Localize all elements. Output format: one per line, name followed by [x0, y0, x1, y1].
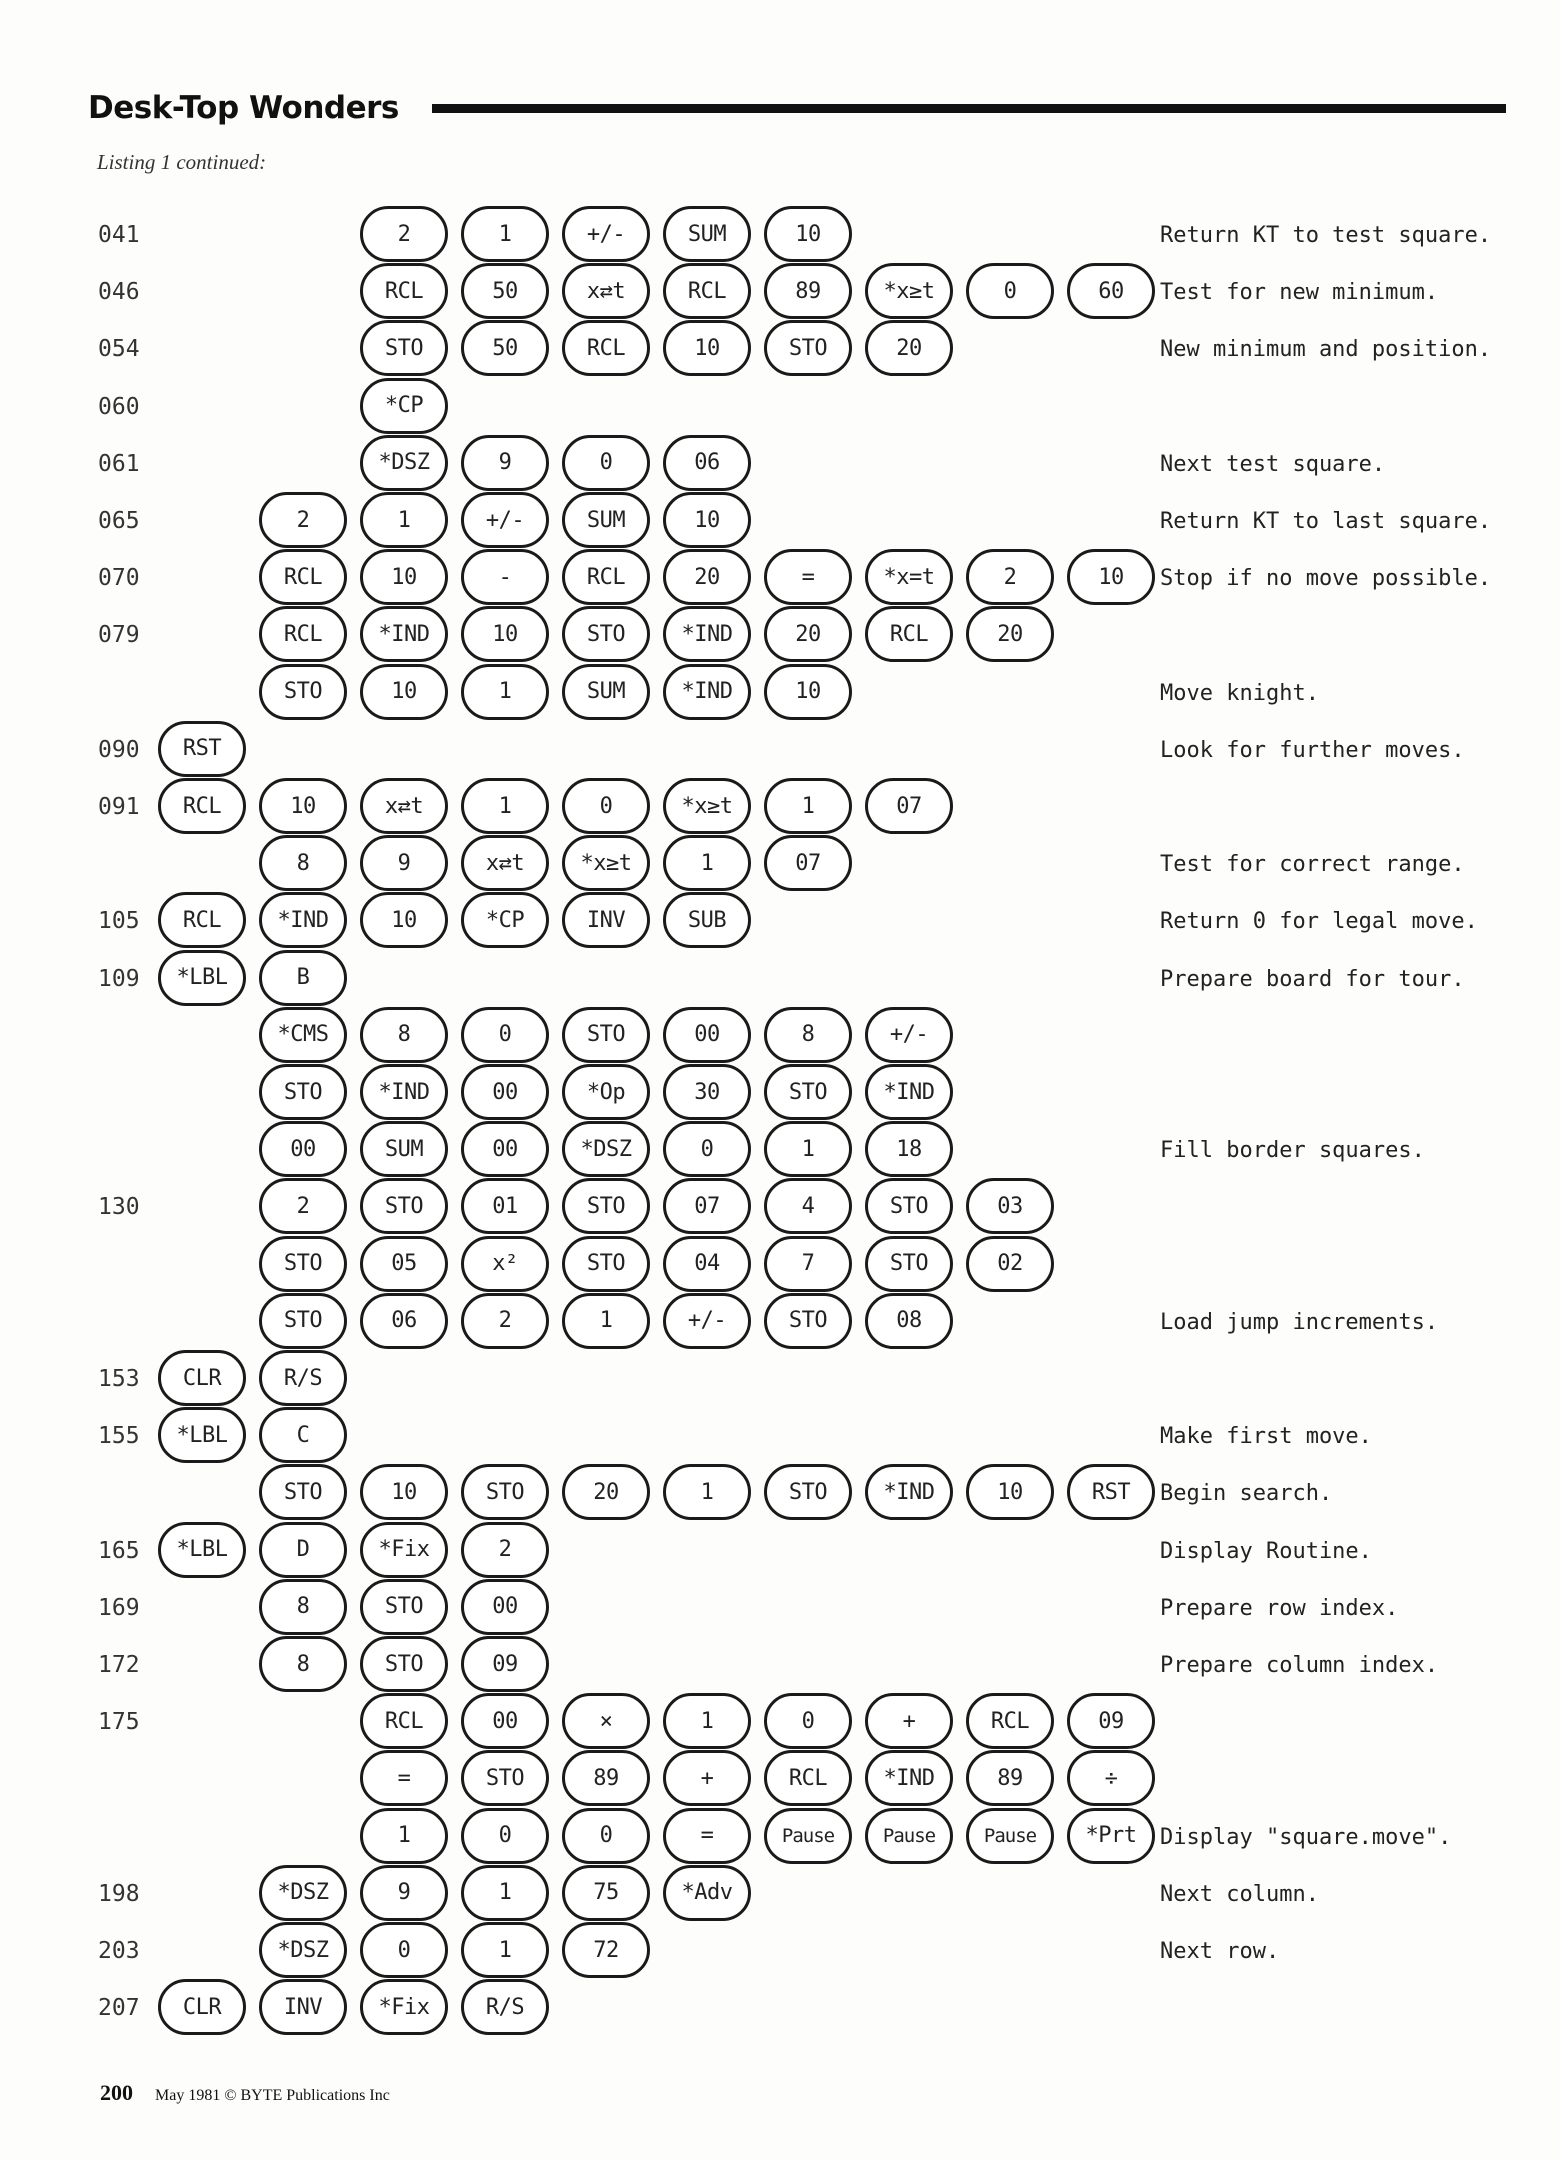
line-number: 091	[98, 794, 140, 820]
calculator-key: *CP	[461, 892, 549, 948]
listing-row	[0, 1865, 1560, 1925]
listing-row	[0, 1808, 1560, 1868]
calculator-key: *IND	[865, 1750, 953, 1806]
calculator-key: 8	[764, 1007, 852, 1063]
calculator-key: STO	[764, 320, 852, 376]
calculator-key: 00	[461, 1064, 549, 1120]
line-comment: Test for correct range.	[1160, 852, 1465, 878]
listing-row	[0, 1922, 1560, 1982]
calculator-key: *DSZ	[259, 1865, 347, 1921]
calculator-key: ÷	[1067, 1750, 1155, 1806]
line-comment: Display Routine.	[1160, 1538, 1372, 1564]
calculator-key: 89	[966, 1750, 1054, 1806]
listing-row	[0, 950, 1560, 1010]
calculator-key: *DSZ	[259, 1922, 347, 1978]
calculator-key: 9	[461, 435, 549, 491]
listing-row	[0, 320, 1560, 380]
calculator-key: CLR	[158, 1979, 246, 2035]
calculator-key: STO	[562, 1007, 650, 1063]
calculator-key: STO	[259, 664, 347, 720]
line-comment: Make first move.	[1160, 1424, 1372, 1450]
calculator-key: 1	[461, 1922, 549, 1978]
calculator-key: 10	[1067, 549, 1155, 605]
listing-row	[0, 435, 1560, 495]
calculator-key: 1	[360, 1808, 448, 1864]
calculator-key: 9	[360, 835, 448, 891]
calculator-key: 1	[663, 1464, 751, 1520]
calculator-key: STO	[259, 1293, 347, 1349]
calculator-key: Pause	[764, 1808, 852, 1864]
calculator-key: 04	[663, 1236, 751, 1292]
calculator-key: 00	[461, 1579, 549, 1635]
calculator-key: +	[865, 1693, 953, 1749]
calculator-key: x⇄t	[461, 835, 549, 891]
calculator-key: *CMS	[259, 1007, 347, 1063]
line-number: 041	[98, 222, 140, 248]
calculator-key: R/S	[259, 1350, 347, 1406]
line-number: 153	[98, 1366, 140, 1392]
calculator-key: STO	[360, 1579, 448, 1635]
calculator-key: 0	[663, 1121, 751, 1177]
calculator-key: RCL	[360, 1693, 448, 1749]
line-number: 079	[98, 622, 140, 649]
calculator-key: 07	[764, 835, 852, 891]
calculator-key: 00	[663, 1007, 751, 1063]
calculator-key: =	[764, 549, 852, 605]
calculator-key: CLR	[158, 1350, 246, 1406]
line-comment: Look for further moves.	[1160, 737, 1465, 763]
calculator-key: 1	[461, 1865, 549, 1921]
calculator-key: 0	[562, 1808, 650, 1864]
listing-row	[0, 835, 1560, 895]
listing-row	[0, 664, 1560, 724]
calculator-key: *IND	[663, 664, 751, 720]
calculator-key: 10	[966, 1464, 1054, 1520]
calculator-key: 1	[461, 664, 549, 720]
line-number: 046	[98, 279, 140, 306]
calculator-key: 2	[360, 206, 448, 262]
line-number: 169	[98, 1594, 140, 1621]
listing-row	[0, 1350, 1560, 1410]
calculator-key: 2	[259, 1178, 347, 1234]
calculator-key: 0	[562, 778, 650, 834]
listing-row	[0, 1007, 1560, 1067]
calculator-key: RCL	[259, 606, 347, 662]
calculator-key: 10	[663, 492, 751, 548]
listing-row	[0, 206, 1560, 266]
calculator-key: *Prt	[1067, 1808, 1155, 1864]
calculator-key: 8	[360, 1007, 448, 1063]
calculator-key: 4	[764, 1178, 852, 1234]
calculator-key: SUM	[663, 206, 751, 262]
calculator-key: RCL	[764, 1750, 852, 1806]
calculator-key: D	[259, 1522, 347, 1578]
calculator-key: *DSZ	[562, 1121, 650, 1177]
calculator-key: 18	[865, 1121, 953, 1177]
calculator-key: 30	[663, 1064, 751, 1120]
calculator-key: *Op	[562, 1064, 650, 1120]
calculator-key: STO	[764, 1293, 852, 1349]
calculator-key: *LBL	[158, 1522, 246, 1578]
listing-row	[0, 263, 1560, 323]
calculator-key: +/-	[865, 1007, 953, 1063]
calculator-key: -	[461, 549, 549, 605]
calculator-key: ×	[562, 1693, 650, 1749]
calculator-key: 20	[562, 1464, 650, 1520]
section-title: Desk-Top Wonders	[88, 90, 399, 126]
calculator-key: 07	[663, 1178, 751, 1234]
listing-row	[0, 492, 1560, 552]
listing-row	[0, 1407, 1560, 1467]
line-number: 172	[98, 1652, 140, 1678]
calculator-key: 07	[865, 778, 953, 834]
calculator-key: +	[663, 1750, 751, 1806]
calculator-key: 72	[562, 1922, 650, 1978]
calculator-key: 2	[259, 492, 347, 548]
calculator-key: 00	[461, 1121, 549, 1177]
line-comment: Stop if no move possible.	[1160, 566, 1492, 592]
calculator-key: RCL	[865, 606, 953, 662]
calculator-key: *x≥t	[865, 263, 953, 319]
calculator-key: 10	[764, 664, 852, 720]
calculator-key: 1	[764, 778, 852, 834]
calculator-key: *CP	[360, 378, 448, 434]
listing-row	[0, 721, 1560, 781]
listing-row	[0, 1293, 1560, 1353]
calculator-key: STO	[764, 1064, 852, 1120]
calculator-key: +/-	[562, 206, 650, 262]
calculator-key: x⇄t	[562, 263, 650, 319]
calculator-key: INV	[562, 892, 650, 948]
calculator-key: 60	[1067, 263, 1155, 319]
calculator-key: *Fix	[360, 1522, 448, 1578]
listing-row	[0, 378, 1560, 438]
calculator-key: =	[360, 1750, 448, 1806]
calculator-key: 09	[1067, 1693, 1155, 1749]
line-number: 061	[98, 450, 140, 477]
line-comment: Return KT to last square.	[1160, 509, 1492, 534]
calculator-key: 10	[764, 206, 852, 262]
calculator-key: 89	[562, 1750, 650, 1806]
line-number: 165	[98, 1537, 140, 1564]
calculator-key: 03	[966, 1178, 1054, 1234]
line-number: 130	[98, 1194, 140, 1221]
calculator-key: 1	[764, 1121, 852, 1177]
calculator-key: RCL	[663, 263, 751, 319]
calculator-key: RCL	[360, 263, 448, 319]
line-number: 090	[98, 736, 140, 763]
calculator-key: R/S	[461, 1979, 549, 2035]
calculator-key: *IND	[865, 1064, 953, 1120]
listing-row	[0, 606, 1560, 666]
calculator-key: 00	[259, 1121, 347, 1177]
calculator-key: STO	[461, 1750, 549, 1806]
calculator-key: *IND	[663, 606, 751, 662]
line-number: 060	[98, 393, 140, 420]
calculator-key: Pause	[966, 1808, 1054, 1864]
listing-row	[0, 549, 1560, 609]
line-number: 175	[98, 1709, 140, 1736]
calculator-key: *IND	[259, 892, 347, 948]
calculator-key: 00	[461, 1693, 549, 1749]
calculator-key: RCL	[562, 549, 650, 605]
calculator-key: 10	[360, 1464, 448, 1520]
calculator-key: 0	[966, 263, 1054, 319]
calculator-key: 75	[562, 1865, 650, 1921]
calculator-key: 10	[259, 778, 347, 834]
calculator-key: 8	[259, 1579, 347, 1635]
calculator-key: 89	[764, 263, 852, 319]
calculator-key: SUM	[360, 1121, 448, 1177]
calculator-key: RCL	[158, 892, 246, 948]
calculator-key: STO	[865, 1178, 953, 1234]
calculator-key: 20	[865, 320, 953, 376]
calculator-key: STO	[461, 1464, 549, 1520]
calculator-key: 0	[764, 1693, 852, 1749]
calculator-key: 06	[360, 1293, 448, 1349]
calculator-key: STO	[562, 1178, 650, 1234]
listing-row	[0, 1121, 1560, 1181]
listing-row	[0, 1693, 1560, 1753]
calculator-key: RCL	[966, 1693, 1054, 1749]
calculator-key: *x=t	[865, 549, 953, 605]
calculator-key: *Adv	[663, 1865, 751, 1921]
calculator-key: STO	[259, 1064, 347, 1120]
calculator-key: 2	[461, 1522, 549, 1578]
calculator-key: STO	[360, 1636, 448, 1692]
page-number: 200	[100, 2080, 133, 2105]
calculator-key: +/-	[461, 492, 549, 548]
line-number: 065	[98, 508, 140, 534]
calculator-key: 7	[764, 1236, 852, 1292]
listing-row	[0, 1579, 1560, 1639]
calculator-key: 10	[360, 892, 448, 948]
calculator-key: 2	[966, 549, 1054, 605]
listing-row	[0, 1979, 1560, 2039]
calculator-key: SUB	[663, 892, 751, 948]
footer-credit: May 1981 © BYTE Publications Inc	[155, 2087, 390, 2104]
line-number: 054	[98, 336, 140, 363]
calculator-key: x²	[461, 1236, 549, 1292]
calculator-key: RCL	[562, 320, 650, 376]
calculator-key: 05	[360, 1236, 448, 1292]
calculator-key: *DSZ	[360, 435, 448, 491]
listing-row	[0, 1636, 1560, 1696]
calculator-key: 1	[663, 835, 751, 891]
line-comment: Test for new minimum.	[1160, 280, 1439, 306]
line-comment: New minimum and position.	[1160, 337, 1492, 363]
calculator-key: RCL	[158, 778, 246, 834]
calculator-key: 0	[562, 435, 650, 491]
line-comment: Move knight.	[1160, 680, 1319, 706]
calculator-key: *LBL	[158, 1407, 246, 1463]
calculator-key: 50	[461, 263, 549, 319]
calculator-key: 8	[259, 1636, 347, 1692]
calculator-key: 1	[461, 778, 549, 834]
calculator-key: B	[259, 950, 347, 1006]
calculator-key: 1	[360, 492, 448, 548]
calculator-key: 9	[360, 1865, 448, 1921]
calculator-key: *x≥t	[562, 835, 650, 891]
calculator-key: 02	[966, 1236, 1054, 1292]
calculator-key: STO	[562, 1236, 650, 1292]
calculator-key: 20	[764, 606, 852, 662]
page-footer	[100, 2080, 390, 2106]
calculator-key: 09	[461, 1636, 549, 1692]
calculator-key: STO	[360, 320, 448, 376]
line-comment: Fill border squares.	[1160, 1138, 1425, 1164]
calculator-key: RCL	[259, 549, 347, 605]
listing-row	[0, 1178, 1560, 1238]
calculator-key: +/-	[663, 1293, 751, 1349]
line-comment: Next column.	[1160, 1881, 1319, 1907]
calculator-key: 20	[663, 549, 751, 605]
calculator-key: STO	[562, 606, 650, 662]
line-comment: Display "square.move".	[1160, 1824, 1452, 1850]
line-comment: Prepare row index.	[1160, 1595, 1399, 1621]
calculator-key: 0	[360, 1922, 448, 1978]
calculator-key: 1	[461, 206, 549, 262]
line-number: 155	[98, 1423, 140, 1450]
listing-caption: Listing 1 continued:	[97, 150, 267, 174]
calculator-key: STO	[865, 1236, 953, 1292]
listing-row	[0, 1236, 1560, 1296]
calculator-key: *x≥t	[663, 778, 751, 834]
line-number: 109	[98, 965, 140, 992]
line-number: 105	[98, 908, 140, 935]
calculator-key: 0	[461, 1007, 549, 1063]
listing-row	[0, 1522, 1560, 1582]
listing-row	[0, 1750, 1560, 1810]
calculator-key: STO	[259, 1236, 347, 1292]
line-comment: Prepare column index.	[1160, 1653, 1439, 1678]
line-comment: Prepare board for tour.	[1160, 966, 1465, 992]
calculator-key: 2	[461, 1293, 549, 1349]
calculator-key: x⇄t	[360, 778, 448, 834]
calculator-key: SUM	[562, 492, 650, 548]
listing-row	[0, 1464, 1560, 1524]
calculator-key: 08	[865, 1293, 953, 1349]
calculator-key: RST	[158, 721, 246, 777]
calculator-key: 1	[663, 1693, 751, 1749]
listing-row	[0, 778, 1560, 838]
calculator-key: *Fix	[360, 1979, 448, 2035]
calculator-key: 10	[360, 664, 448, 720]
calculator-key: 10	[360, 549, 448, 605]
calculator-key: SUM	[562, 664, 650, 720]
calculator-key: =	[663, 1808, 751, 1864]
line-number: 207	[98, 1995, 140, 2022]
calculator-key: 06	[663, 435, 751, 491]
calculator-key: 10	[663, 320, 751, 376]
calculator-key: 01	[461, 1178, 549, 1234]
calculator-key: *IND	[360, 606, 448, 662]
calculator-key: 50	[461, 320, 549, 376]
calculator-key: 8	[259, 835, 347, 891]
line-comment: Next test square.	[1160, 451, 1386, 477]
line-number: 203	[98, 1938, 140, 1964]
line-number: 198	[98, 1880, 140, 1907]
line-number: 070	[98, 565, 140, 592]
calculator-key: STO	[259, 1464, 347, 1520]
calculator-key: 1	[562, 1293, 650, 1349]
calculator-key: C	[259, 1407, 347, 1463]
calculator-key: Pause	[865, 1808, 953, 1864]
calculator-key: STO	[764, 1464, 852, 1520]
calculator-key: *IND	[865, 1464, 953, 1520]
calculator-key: INV	[259, 1979, 347, 2035]
line-comment: Return KT to test square.	[1160, 223, 1492, 248]
calculator-key: *LBL	[158, 950, 246, 1006]
calculator-key: STO	[360, 1178, 448, 1234]
line-comment: Return 0 for legal move.	[1160, 909, 1478, 935]
calculator-key: 10	[461, 606, 549, 662]
line-comment: Next row.	[1160, 1939, 1280, 1964]
calculator-key: *IND	[360, 1064, 448, 1120]
calculator-key: RST	[1067, 1464, 1155, 1520]
calculator-key: 0	[461, 1808, 549, 1864]
line-comment: Load jump increments.	[1160, 1309, 1439, 1335]
listing-row	[0, 892, 1560, 952]
listing-row	[0, 1064, 1560, 1124]
line-comment: Begin search.	[1160, 1481, 1333, 1507]
calculator-key: 20	[966, 606, 1054, 662]
